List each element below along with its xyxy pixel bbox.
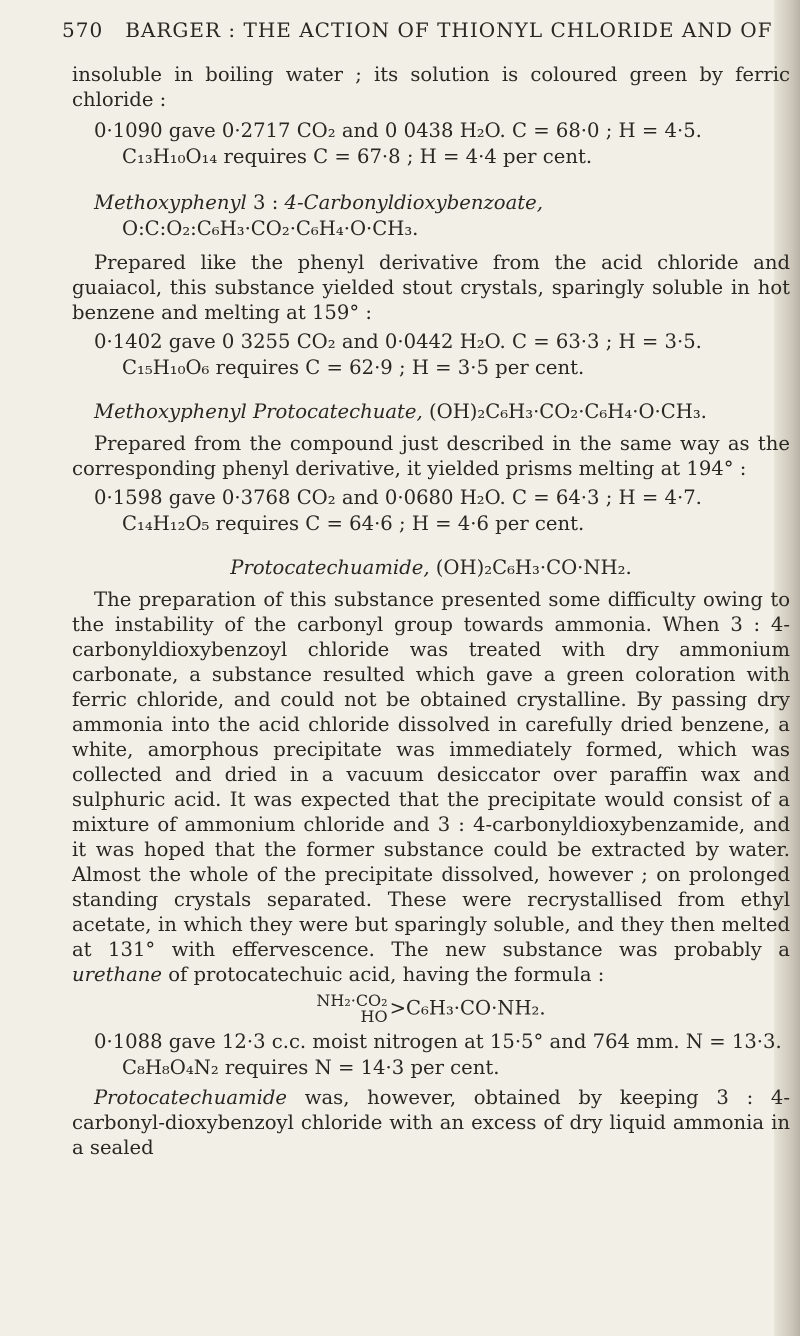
structural-formula: (OH)₂C₆H₃·CO·NH₂. bbox=[435, 556, 632, 579]
section-heading bbox=[72, 555, 790, 581]
analysis-line: 0·1090 gave 0·2717 CO₂ and 0 0438 H₂O. C = 68·0 ; H = 4·5. bbox=[94, 119, 702, 142]
emphasis-urethane: urethane bbox=[72, 963, 162, 986]
section-heading bbox=[72, 399, 790, 425]
heading-italic-2: 4-Carbonyldioxybenzoate, bbox=[284, 191, 543, 214]
analysis-line: 0·1088 gave 12·3 c.c. moist nitrogen at 15·5° and 764 mm. N = 13·3. bbox=[94, 1030, 782, 1053]
section-heading bbox=[72, 190, 790, 216]
paragraph: Prepared like the phenyl derivative from the acid chloride and guaiacol, this substance yielded stout crystals, sparingly soluble in hot benzene and melting at 159° : bbox=[72, 251, 790, 324]
heading-plain: 3 : bbox=[253, 191, 285, 214]
formula-top: NH₂·CO₂ bbox=[316, 991, 388, 1010]
paragraph: Prepared from the compound just described in the same way as the corresponding phenyl derivative, it yielded prisms melting at 194° : bbox=[72, 432, 790, 480]
paragraph-text: The preparation of this substance presented some difficulty owing to the instability of the carbonyl group towards ammonia. When 3 : 4-carbonyldioxybenzoyl chloride was treated with dry ammonium carbonate, a substance resulted which gave a green coloration with ferric chloride, and could not be obtained crystalline. By passing dry ammonia into the acid chloride dissolved in carefully dried benzene, a white, amorphous precipitate was immediately formed, which was collected and dried in a vacuum desiccator over paraffin wax and sulphuric acid. It was expected that the precipitate would consist of a mixture of ammonium chloride and 3 : 4-carbonyldioxybenzamide, and it was hoped that the former substance could be extracted by water. Almost the whole of the precipitate dissolved, however ; on prolonged standing crystals separated. These were recrystallised from ethyl acetate, in which they were but sparingly soluble, and they then melted at 131° with effervescence. The new substance was probably a bbox=[72, 588, 790, 961]
paragraph-continued: insoluble in boiling water ; its solution is coloured green by ferric chloride : bbox=[72, 63, 790, 111]
paragraph bbox=[72, 587, 790, 987]
requirement-line: C₁₃H₁₀O₁₄ requires C = 67·8 ; H = 4·4 per cent. bbox=[122, 145, 593, 168]
structural-formula: O:C:O₂:C₆H₃·CO₂·C₆H₄·O·CH₃. bbox=[122, 217, 419, 240]
requirement-line: C₈H₈O₄N₂ requires N = 14·3 per cent. bbox=[122, 1056, 500, 1079]
paragraph bbox=[72, 1085, 790, 1160]
analysis-line: 0·1598 gave 0·3768 CO₂ and 0·0680 H₂O. C = 64·3 ; H = 4·7. bbox=[94, 486, 702, 509]
structural-formula: (OH)₂C₆H₃·CO₂·C₆H₄·O·CH₃. bbox=[428, 400, 707, 423]
running-title: BARGER : THE ACTION OF THIONYL CHLORIDE AND OF bbox=[125, 18, 773, 42]
analysis-line: 0·1402 gave 0 3255 CO₂ and 0·0442 H₂O. C = 63·3 ; H = 3·5. bbox=[94, 330, 702, 353]
heading-italic: Methoxyphenyl Protocatechuate, bbox=[94, 400, 423, 423]
paragraph-text-end: of protocatechuic acid, having the formula : bbox=[168, 963, 605, 986]
running-header bbox=[62, 18, 790, 42]
requirement-line: C₁₄H₁₂O₅ requires C = 64·6 ; H = 4·6 per cent. bbox=[122, 512, 585, 535]
emphasis-protocatechuamide: Protocatechuamide bbox=[94, 1086, 288, 1109]
page-content bbox=[62, 18, 790, 1160]
paragraph-text: was, however, obtained by keeping 3 : 4-carbonyl-dioxybenzoyl chloride with an excess of dry liquid ammonia in a sealed bbox=[72, 1086, 790, 1159]
requirement-line: C₁₅H₁₀O₆ requires C = 62·9 ; H = 3·5 per cent. bbox=[122, 356, 585, 379]
formula-bottom: HO bbox=[360, 1007, 388, 1026]
heading-italic: Methoxyphenyl bbox=[94, 191, 247, 214]
heading-italic: Protocatechuamide, bbox=[230, 556, 430, 579]
page-number: 570 bbox=[62, 18, 104, 42]
formula-rest: >C₆H₃·CO·NH₂. bbox=[389, 996, 546, 1020]
formula-fraction bbox=[316, 993, 387, 1025]
urethane-formula bbox=[72, 993, 790, 1025]
